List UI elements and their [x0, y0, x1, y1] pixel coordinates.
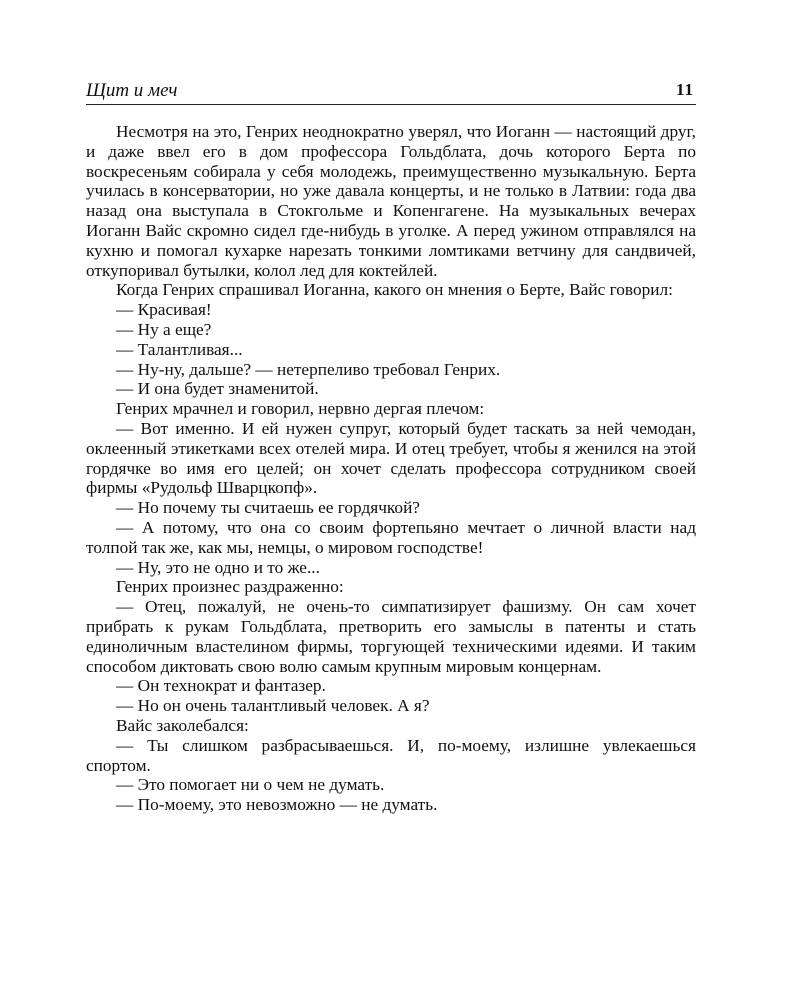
dialogue-line: — Он технократ и фантазер. [116, 676, 326, 696]
dialogue-line: — Но почему ты считаешь ее гордячкой? [116, 498, 420, 518]
paragraph: Когда Генрих спрашивал Иоганна, какого он мнения о Берте, Вайс говорил: [116, 280, 673, 300]
book-page [86, 78, 696, 815]
paragraph: Генрих мрачнел и говорил, нервно дергая плечом: [116, 399, 485, 419]
paragraph: Вайс заколебался: [116, 715, 249, 735]
paragraph: Несмотря на это, Генрих неоднократно уверял, что Иоганн — настоящий друг, и даже ввел его в дом профессора Гольдблата, дочь которого Берта по воскресеньям собирала у себя молодежь, преимущественно музыкальную. Берта училась в консерватории, но уже давала концерты, и не только в Латвии: года два назад она выступала в Стокгольме и Копенгагене. На музыкальных вечерах Иоганн Вайс скромно сидел где-нибудь в уголке. А перед ужином отправлялся на кухню и помогал кухарке нарезать тонкими ломтиками ветчину для сандвичей, откупоривал бутылки, колол лед для коктейлей. [86, 122, 696, 280]
dialogue-line: — Ну, это не одно и то же... [116, 557, 320, 577]
dialogue-line: — Талантливая... [116, 339, 243, 359]
dialogue-line: — Но он очень талантливый человек. А я? [116, 696, 430, 716]
page-number: 11 [675, 80, 694, 99]
dialogue-line: — Ты слишком разбрасываешься. И, по-моему, излишне увлекаешься спортом. [86, 735, 696, 775]
paragraph: Генрих произнес раздраженно: [116, 577, 344, 597]
running-title: Щит и меч [86, 80, 178, 101]
dialogue-line: — Это помогает ни о чем не думать. [116, 775, 385, 795]
dialogue-line: — И она будет знаменитой. [116, 379, 319, 399]
dialogue-line: — Красивая! [116, 300, 212, 320]
dialogue-line: — А потому, что она со своим фортепьяно мечтает о личной власти над толпой так же, как мы, немцы, о мировом господстве! [86, 517, 696, 557]
dialogue-line: — Ну а еще? [116, 319, 212, 339]
dialogue-line: — Ну-ну, дальше? — нетерпеливо требовал Генрих. [116, 359, 501, 379]
dialogue-line: — Вот именно. И ей нужен супруг, который будет таскать за ней чемодан, оклеенный этикетками всех отелей мира. И отец требует, чтобы я женился на этой гордячке во имя его целей; он хочет сделать профессора сотрудником своей фирмы «Рудольф Шварцкопф». [86, 418, 696, 498]
dialogue-line: — По-моему, это невозможно — не думать. [116, 795, 438, 815]
dialogue-line: — Отец, пожалуй, не очень-то симпатизирует фашизму. Он сам хочет прибрать к рукам Гольдблата, претворить его замыслы в патенты и стать единоличным властелином фирмы, торгующей техническими идеями. И таким способом диктовать свою волю самым крупным мировым концернам. [86, 597, 696, 676]
running-head [86, 78, 696, 105]
body-text [86, 122, 696, 815]
